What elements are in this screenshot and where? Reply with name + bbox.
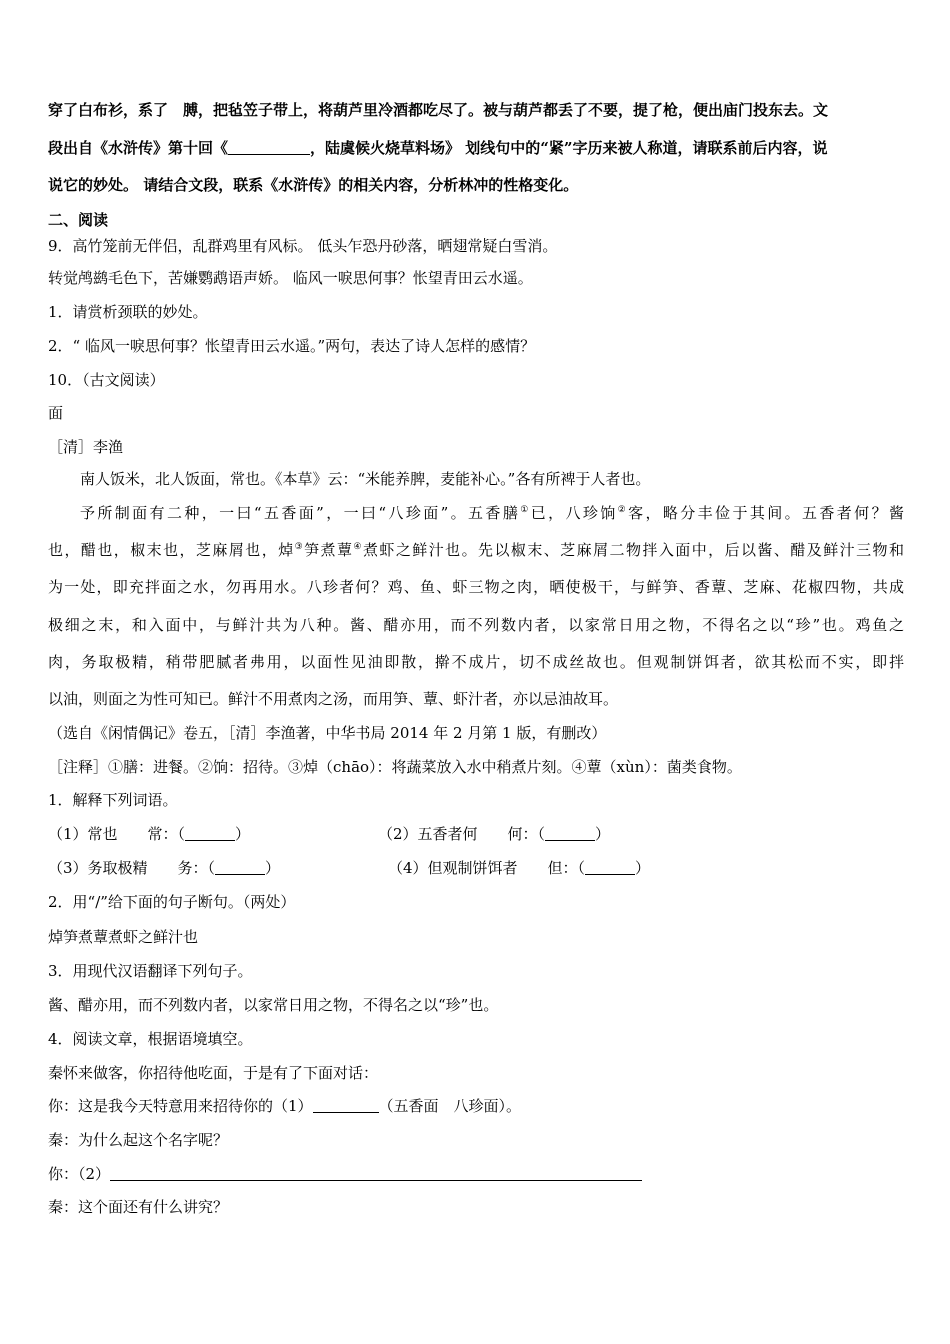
top-line-2: 段出自《水浒传》第十回《 ，陆虞候火烧草料场》 划线句中的“紧”字历来被人称道，请联系前后内容，说 — [48, 139, 828, 157]
question-1: 1．解释下列词语。 — [48, 791, 178, 809]
note-mark-1: ① — [520, 505, 531, 515]
dialogue-line-3: 你：（2） — [48, 1164, 642, 1184]
vocab-2: （2）五香者何 何：（ ） — [378, 825, 611, 843]
title-blank — [228, 139, 310, 155]
prose-title: 面 — [48, 404, 64, 422]
dialogue-line-2: 秦：为什么起这个名字呢？ — [48, 1131, 229, 1149]
dialogue-line-4: 秦：这个面还有什么讲究？ — [48, 1198, 229, 1216]
note-mark-3: ③ — [294, 542, 305, 552]
top-line-1: 穿了白布衫，系了 膊，把毡笠子带上，将葫芦里冷酒都吃尽了。被与葫芦都丢了不要，提了枪，便出庙门投东去。文 — [48, 101, 829, 119]
note-mark-4: ④ — [353, 542, 363, 552]
question-3-text: 酱、醋亦用，而不列数内者，以家常日用之物，不得名之以“珍”也。 — [48, 996, 499, 1014]
section-title: 二、阅读 — [48, 211, 109, 229]
question-4: 4．阅读文章，根据语境填空。 — [48, 1030, 253, 1048]
prose-notes: ［注释］①膳：进餐。②饷：招待。③焯（chāo）：将蔬菜放入水中稍煮片刻。④蕈（xùn）：菌类食物。 — [48, 758, 742, 776]
prose-author: ［清］李渔 — [48, 438, 124, 456]
question-3: 3．用现代汉语翻译下列句子。 — [48, 962, 253, 980]
prose-p2-line-3: 为一处，即充拌面之水，勿再用水。八珍者何？鸡、鱼、虾三物之肉，晒使极干，与鲜笋、香蕈、芝麻、花椒四物，共成 — [48, 578, 904, 596]
prose-p2-line-1: 予所制面有二种，一曰“五香面”，一曰“八珍面”。五香膳①已，八珍饷②客，略分丰俭于其间。五香者何？酱 — [80, 504, 904, 522]
answer-blank — [585, 859, 635, 875]
prose-heading: 10．（古文阅读） — [48, 371, 165, 389]
prose-p2-line-5: 肉，务取极精，稍带肥腻者弗用，以面性见油即散，擀不成片，切不成丝故也。但观制饼饵者，欲其松而不实，即拌 — [48, 653, 904, 671]
question-4-intro: 秦怀来做客，你招待他吃面，于是有了下面对话： — [48, 1064, 379, 1082]
prose-p2-line-2: 也，醋也，椒末也，芝麻屑也，焯③笋煮蕈④煮虾之鲜汁也。先以椒末、芝麻屑二物拌入面中，后以酱、醋及鲜汁三物和 — [48, 541, 904, 559]
answer-blank — [313, 1097, 379, 1113]
answer-blank — [545, 825, 595, 841]
vocab-1: （1）常也 常：（ ） — [48, 825, 251, 843]
prose-p2-line-6: 以油，则面之为性可知已。鲜汁不用煮肉之汤，而用笋、蕈、虾汁者，亦以忌油故耳。 — [48, 690, 619, 708]
question-2-text: 焯笋煮蕈煮虾之鲜汁也 — [48, 928, 199, 946]
top-line-3: 说它的妙处。 请结合文段，联系《水浒传》的相关内容，分析林冲的性格变化。 — [48, 176, 579, 194]
poem-question-1: 1．请赏析颈联的妙处。 — [48, 303, 208, 321]
question-2: 2．用“/”给下面的句子断句。（两处） — [48, 893, 296, 911]
note-mark-2: ② — [617, 505, 629, 515]
vocab-4: （4）但观制饼饵者 但：（ ） — [388, 859, 651, 877]
prose-p2-line-4: 极细之末，和入面中，与鲜汁共为八种。酱、醋亦用，而不列数内者，以家常日用之物，不得名之以“珍”也。鸡鱼之 — [48, 616, 904, 634]
poem-line-2: 转觉鸬鹚毛色下，苦嫌鹦鹉语声娇。 临风一唳思何事？怅望青田云水遥。 — [48, 269, 533, 287]
answer-blank — [185, 825, 235, 841]
poem-question-2: 2．“ 临风一唳思何事？怅望青田云水遥。”两句，表达了诗人怎样的感情？ — [48, 337, 536, 355]
answer-blank — [110, 1165, 642, 1181]
dialogue-line-1: 你：这是我今天特意用来招待你的（1） （五香面 八珍面）。 — [48, 1097, 522, 1115]
prose-paragraph-1: 南人饭米，北人饭面，常也。《本草》云：“米能养脾，麦能补心。”各有所裨于人者也。 — [80, 470, 651, 488]
answer-blank — [215, 859, 265, 875]
poem-line-1: 9．高竹笼前无伴侣，乱群鸡里有风标。 低头乍恐丹砂落，晒翅常疑白雪消。 — [48, 237, 558, 255]
prose-source: （选自《闲情偶记》卷五，［清］李渔著，中华书局 2014 年 2 月第 1 版，有删改） — [48, 724, 607, 742]
vocab-3: （3）务取极精 务：（ ） — [48, 859, 281, 877]
